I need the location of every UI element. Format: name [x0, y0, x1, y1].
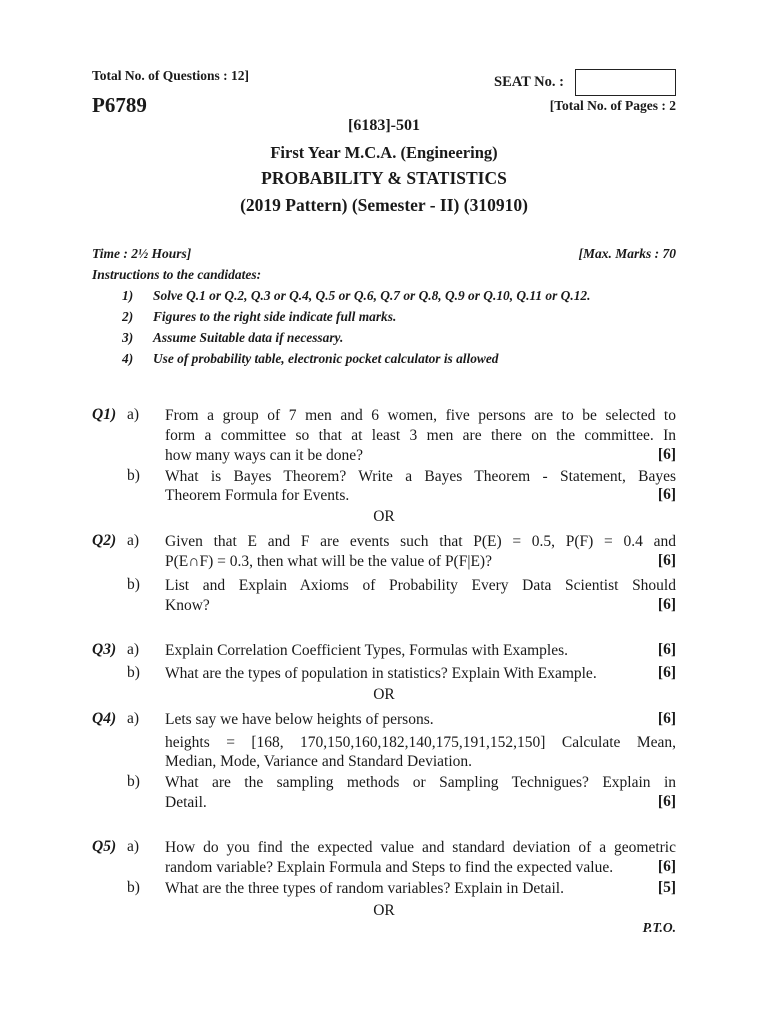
subject-title: PROBABILITY & STATISTICS — [261, 168, 507, 188]
instruction-item: 2) Figures to the right side indicate full marks. — [122, 309, 397, 324]
q4-b-text: Detail. — [165, 794, 207, 811]
instruction-item: 3) Assume Suitable data if necessary. — [122, 330, 344, 345]
q1-b-label: b) — [127, 467, 140, 484]
q5-a-text: random variable? Explain Formula and Steps to find the expected value. — [165, 859, 614, 876]
paper-code: P6789 — [92, 93, 147, 117]
q4-a-marks: [6] — [657, 710, 676, 727]
q1-a-label: a) — [127, 406, 140, 423]
q5-b-text: What are the three types of random variables? Explain in Detail. — [165, 880, 564, 897]
q2-a-marks: [6] — [657, 552, 676, 569]
q2-b-text: List and Explain Axioms of Probability Every Data Scientist Should — [165, 577, 676, 594]
question-number-q3: Q3) — [92, 641, 117, 658]
max-marks-label: [Max. Marks : 70 — [578, 246, 676, 261]
q3-b-marks: [6] — [657, 664, 676, 681]
q1-a-marks: [6] — [657, 446, 676, 463]
instruction-item: 4) Use of probability table, electronic pocket calculator is allowed — [122, 351, 499, 366]
q5-b-marks: [5] — [657, 879, 676, 896]
q2-b-text: Know? — [165, 597, 210, 614]
instruction-item: 1) Solve Q.1 or Q.2, Q.3 or Q.4, Q.5 or Q.6, Q.7 or Q.8, Q.9 or Q.10, Q.11 or Q.12. — [122, 288, 591, 303]
q3-b-text: What are the types of population in statistics? Explain With Example. — [165, 665, 597, 682]
q3-b-label: b) — [127, 664, 140, 681]
q4-a-text: Median, Mode, Variance and Standard Deviation. — [165, 753, 473, 770]
q1-b-marks: [6] — [657, 486, 676, 503]
q4-a-text: Lets say we have below heights of persons. — [165, 711, 434, 728]
pattern-title: (2019 Pattern) (Semester - II) (310910) — [240, 195, 528, 215]
q5-a-label: a) — [127, 838, 140, 855]
q4-b-text: What are the sampling methods or Sampling Technigues? Explain in — [165, 774, 676, 791]
q2-a-text: Given that E and F are events such that P(E) = 0.5, P(F) = 0.4 and — [165, 533, 676, 550]
q4-a-text: heights = [168, 170,150,160,182,140,175,191,152,150] Calculate Mean, — [165, 734, 676, 751]
q2-b-label: b) — [127, 576, 140, 593]
q4-b-marks: [6] — [657, 793, 676, 810]
q3-a-label: a) — [127, 641, 140, 658]
q1-a-text: From a group of 7 men and 6 women, five persons are to be selected to — [165, 407, 676, 424]
q2-a-label: a) — [127, 532, 140, 549]
total-pages: [Total No. of Pages : 2 — [549, 98, 676, 113]
question-number-q5: Q5) — [92, 838, 117, 855]
q3-a-text: Explain Correlation Coefficient Types, Formulas with Examples. — [165, 642, 568, 659]
total-questions: Total No. of Questions : 12] — [92, 68, 250, 83]
seat-label: SEAT No. : — [494, 74, 564, 90]
pto-label: P.T.O. — [642, 920, 676, 935]
q4-b-label: b) — [127, 773, 140, 790]
q1-b-text: Theorem Formula for Events. — [165, 487, 350, 504]
or-separator: OR — [373, 686, 395, 703]
time-label: Time : 2½ Hours] — [92, 246, 192, 261]
q3-a-marks: [6] — [657, 641, 676, 658]
q2-a-text: P(E∩F) = 0.3, then what will be the value of P(F|E)? — [165, 553, 492, 570]
q2-b-marks: [6] — [657, 596, 676, 613]
q5-b-label: b) — [127, 879, 140, 896]
question-number-q1: Q1) — [92, 406, 117, 423]
q1-b-text: What is Bayes Theorem? Write a Bayes Theorem - Statement, Bayes — [165, 468, 676, 485]
q5-a-text: How do you find the expected value and standard deviation of a geometric — [165, 839, 676, 856]
or-separator: OR — [373, 508, 395, 525]
q1-a-text: form a committee so that at least 3 men are there on the committee. In — [165, 427, 676, 444]
course-title: First Year M.C.A. (Engineering) — [270, 143, 498, 162]
question-number-q2: Q2) — [92, 532, 117, 549]
q5-a-marks: [6] — [657, 858, 676, 875]
exam-code: [6183]-501 — [348, 117, 420, 134]
instructions-title: Instructions to the candidates: — [92, 267, 262, 282]
q4-a-label: a) — [127, 710, 140, 727]
or-separator: OR — [373, 902, 395, 919]
seat-number-box[interactable] — [575, 69, 676, 96]
question-number-q4: Q4) — [92, 710, 117, 727]
q1-a-text: how many ways can it be done? — [165, 447, 363, 464]
